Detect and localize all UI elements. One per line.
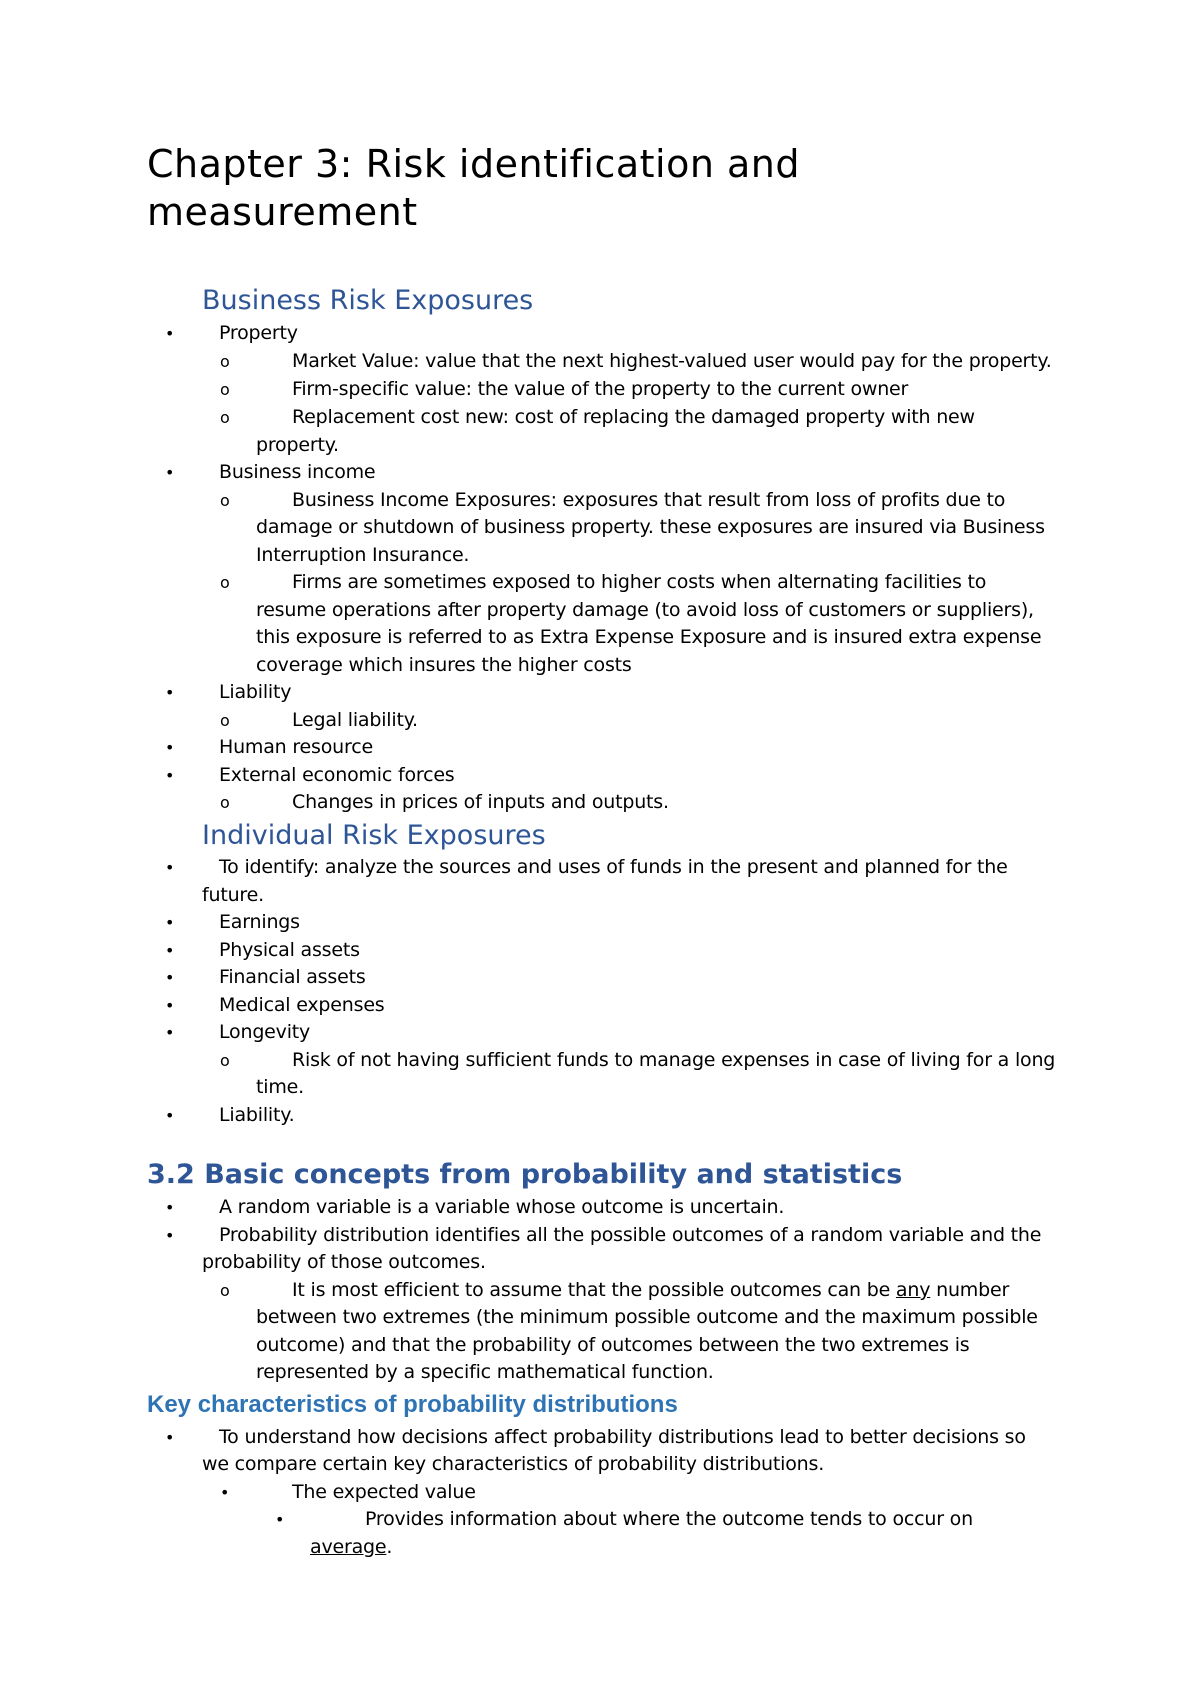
bullet-icon: •: [165, 1023, 175, 1042]
bullet-icon: •: [165, 968, 175, 987]
list-item: Medical expenses: [219, 994, 385, 1016]
list-item: Probability distribution identifies all the possible outcomes of a random variable and the: [219, 1224, 1042, 1246]
bullet-icon: •: [220, 1483, 230, 1502]
bullet-icon: •: [165, 766, 175, 785]
text-run: .: [386, 1536, 393, 1558]
list-item-continuation: future.: [202, 884, 264, 906]
list-item-continuation: [310, 1534, 392, 1562]
bullet-icon: •: [165, 1106, 175, 1125]
bullet-icon: •: [275, 1510, 285, 1529]
list-item-continuation: damage or shutdown of business property. these exposures are insured via Business: [256, 516, 1045, 538]
list-item-continuation: between two extremes (the minimum possible outcome and the maximum possible: [256, 1306, 1038, 1328]
bullet-icon: •: [165, 738, 175, 757]
list-item: Physical assets: [219, 939, 360, 961]
list-item: Firms are sometimes exposed to higher costs when alternating facilities to: [292, 571, 987, 593]
list-item: Property: [219, 322, 298, 344]
individual-heading: Individual Risk Exposures: [202, 820, 546, 851]
list-item: Provides information about where the outcome tends to occur on: [365, 1508, 973, 1530]
business-heading: Business Risk Exposures: [202, 285, 534, 316]
list-item-continuation: time.: [256, 1076, 304, 1098]
bullet-icon: •: [165, 683, 175, 702]
bullet-icon: •: [165, 913, 175, 932]
list-item: To identify: analyze the sources and uses of funds in the present and planned for the: [219, 856, 1008, 878]
list-item: External economic forces: [219, 764, 455, 786]
text-run: number: [930, 1279, 1010, 1301]
list-item: A random variable is a variable whose outcome is uncertain.: [219, 1196, 785, 1218]
circle-bullet-icon: o: [220, 711, 230, 730]
underlined-word: any: [895, 1279, 931, 1301]
list-item: [292, 1277, 1009, 1305]
circle-bullet-icon: o: [220, 1051, 230, 1070]
bullet-icon: •: [165, 1428, 175, 1447]
list-item: Market Value: value that the next highest-valued user would pay for the property.: [292, 350, 1052, 372]
list-item: Changes in prices of inputs and outputs.: [292, 791, 669, 813]
list-item-continuation: Interruption Insurance.: [256, 544, 470, 566]
circle-bullet-icon: o: [220, 352, 230, 371]
list-item-continuation: resume operations after property damage (to avoid loss of customers or suppliers),: [256, 599, 1034, 621]
section-heading-3-2: 3.2 Basic concepts from probability and statistics: [147, 1159, 903, 1190]
list-item-continuation: property.: [256, 434, 339, 456]
subsection-heading: Key characteristics of probability distributions: [147, 1391, 678, 1418]
list-item: Human resource: [219, 736, 373, 758]
list-item-continuation: we compare certain key characteristics of probability distributions.: [202, 1453, 825, 1475]
list-item-continuation: represented by a specific mathematical function.: [256, 1361, 714, 1383]
text-run: It is most efficient to assume that the possible outcomes can be: [292, 1279, 896, 1301]
list-item: Risk of not having sufficient funds to manage expenses in case of living for a long: [292, 1049, 1056, 1071]
circle-bullet-icon: o: [220, 491, 230, 510]
list-item: Legal liability.: [292, 709, 418, 731]
circle-bullet-icon: o: [220, 1281, 230, 1300]
chapter-title: Chapter 3: Risk identification and measurement: [147, 142, 800, 234]
bullet-icon: •: [165, 1198, 175, 1217]
bullet-icon: •: [165, 1226, 175, 1245]
list-item-continuation: this exposure is referred to as Extra Expense Exposure and is insured extra expense: [256, 626, 1042, 648]
list-item: Longevity: [219, 1021, 311, 1043]
circle-bullet-icon: o: [220, 408, 230, 427]
bullet-icon: •: [165, 941, 175, 960]
circle-bullet-icon: o: [220, 380, 230, 399]
bullet-icon: •: [165, 858, 175, 877]
list-item: Business income: [219, 461, 376, 483]
bullet-icon: •: [165, 324, 175, 343]
circle-bullet-icon: o: [220, 793, 230, 812]
bullet-icon: •: [165, 996, 175, 1015]
bullet-icon: •: [165, 463, 175, 482]
underlined-word: average: [310, 1536, 387, 1558]
list-item: Liability: [219, 681, 292, 703]
list-item: The expected value: [292, 1481, 476, 1503]
list-item: To understand how decisions affect probability distributions lead to better decisions so: [219, 1426, 1026, 1448]
list-item: Earnings: [219, 911, 300, 933]
list-item: Business Income Exposures: exposures that result from loss of profits due to: [292, 489, 1006, 511]
list-item-continuation: coverage which insures the higher costs: [256, 654, 632, 676]
list-item: Firm-specific value: the value of the property to the current owner: [292, 378, 909, 400]
circle-bullet-icon: o: [220, 573, 230, 592]
list-item: Replacement cost new: cost of replacing the damaged property with new: [292, 406, 975, 428]
list-item-continuation: outcome) and that the probability of outcomes between the two extremes is: [256, 1334, 970, 1356]
list-item-continuation: probability of those outcomes.: [202, 1251, 486, 1273]
list-item: Liability.: [219, 1104, 295, 1126]
list-item: Financial assets: [219, 966, 366, 988]
